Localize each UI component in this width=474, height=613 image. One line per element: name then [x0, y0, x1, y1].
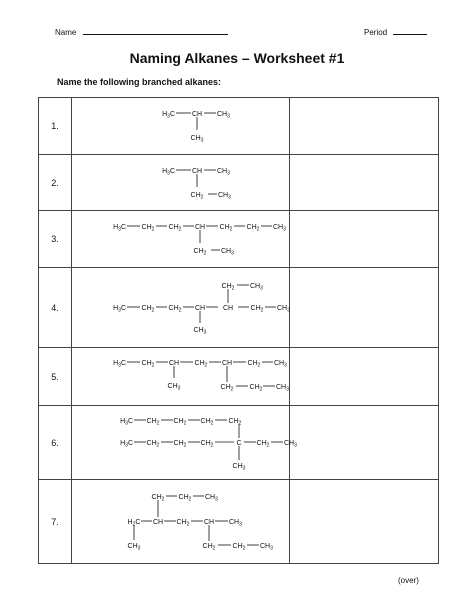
problem-number: 1.	[39, 98, 72, 155]
structure-cell	[72, 348, 290, 406]
group-label: CH	[194, 305, 206, 312]
answer-cell[interactable]	[290, 211, 439, 268]
group-label: $CH_2$	[247, 360, 261, 369]
name-label: Name	[55, 28, 77, 37]
group-label: $CH_3$	[193, 327, 207, 336]
over-note: (over)	[398, 576, 419, 585]
structure-2-diagram	[72, 155, 289, 210]
group-label: $CH_3$	[276, 384, 289, 393]
group-label: $CH_2$	[200, 418, 214, 427]
group-label: CH	[221, 360, 233, 367]
group-label: CH	[194, 224, 206, 231]
group-label: $CH_3$	[190, 135, 204, 144]
answer-cell[interactable]	[290, 268, 439, 348]
structure-5-diagram	[72, 348, 289, 405]
problem-row	[39, 98, 439, 155]
worksheet-title: Naming Alkanes – Worksheet #1	[129, 50, 345, 66]
problem-number: 3.	[39, 211, 72, 268]
period-blank[interactable]	[393, 28, 427, 35]
structure-1-diagram	[72, 98, 289, 154]
group-label: CH	[152, 519, 164, 526]
group-label: $CH_2$	[173, 440, 187, 449]
answer-cell[interactable]	[290, 98, 439, 155]
group-label: $CH_2$	[178, 494, 192, 503]
problem-number: 4.	[39, 268, 72, 348]
group-label: $CH_2$	[176, 519, 190, 528]
answer-cell[interactable]	[290, 348, 439, 406]
problem-row	[39, 480, 439, 564]
answer-cell[interactable]	[290, 155, 439, 211]
problem-row	[39, 406, 439, 480]
problem-row	[39, 155, 439, 211]
group-label: $CH_2$	[219, 224, 233, 233]
problem-number: 5.	[39, 348, 72, 406]
group-label: $H_3C$	[120, 440, 133, 449]
group-label: $CH_2$	[200, 440, 214, 449]
group-label: $CH_2$	[141, 305, 155, 314]
group-label: $H_3C$	[120, 418, 133, 427]
group-label: $CH_2$	[146, 440, 160, 449]
group-label: $CH_2$	[221, 283, 235, 292]
problems-table	[38, 97, 439, 564]
group-label: $CH_2$	[168, 224, 182, 233]
group-label: $H_3C$	[113, 360, 126, 369]
group-label: $H_3C$	[162, 111, 175, 120]
group-label: $CH_3$	[218, 192, 231, 201]
name-blank[interactable]	[83, 28, 228, 35]
structure-4-diagram	[72, 268, 289, 347]
group-label: $CH_3$	[229, 519, 242, 528]
group-label: $H_2C$	[127, 519, 141, 528]
structure-cell	[72, 155, 290, 211]
group-label: CH	[168, 360, 180, 367]
period-field[interactable]	[364, 28, 427, 37]
group-label: $CH_2$	[173, 418, 187, 427]
group-label: $CH_3$	[217, 168, 230, 177]
group-label: $CH_3$	[260, 543, 273, 552]
group-label: CH	[222, 305, 234, 312]
group-label: $CH_2$	[202, 543, 216, 552]
group-label: $CH_2$	[194, 360, 208, 369]
problem-row	[39, 268, 439, 348]
group-label: $CH_3$	[205, 494, 218, 503]
group-label: $CH_3$	[284, 440, 297, 449]
group-label: $CH_3$	[232, 463, 246, 472]
group-label: $CH_2$	[220, 384, 234, 393]
problem-row	[39, 348, 439, 406]
group-label: $CH_2$	[228, 418, 242, 427]
group-label: $H_3C$	[113, 224, 126, 233]
group-label: $CH_3$	[250, 283, 263, 292]
instructions: Name the following branched alkanes:	[57, 77, 222, 87]
problem-number: 6.	[39, 406, 72, 480]
group-label: $CH_2$	[141, 360, 155, 369]
group-label: $CH_3$	[127, 543, 141, 552]
answer-cell[interactable]	[290, 480, 439, 564]
group-label: $CH_2$	[146, 418, 160, 427]
problem-number: 7.	[39, 480, 72, 564]
answer-cell[interactable]	[290, 406, 439, 480]
structure-6-diagram	[72, 406, 297, 479]
group-label: $CH_2$	[246, 224, 260, 233]
period-label: Period	[364, 28, 388, 37]
structure-cell	[72, 268, 290, 348]
structure-3-diagram	[72, 211, 289, 267]
structure-cell	[72, 211, 290, 268]
group-label: $CH_3$	[277, 305, 290, 314]
group-label: $CH_2$	[249, 384, 263, 393]
group-label: C	[236, 440, 242, 447]
structure-cell	[72, 406, 297, 480]
group-label: $CH_2$	[190, 192, 204, 201]
group-label: $CH_2$	[151, 494, 165, 503]
group-label: $CH_3$	[273, 224, 286, 233]
group-label: $CH_3$	[167, 383, 181, 392]
group-label: $CH_3$	[217, 111, 230, 120]
group-label: CH	[203, 519, 215, 526]
group-label: $CH_2$	[141, 224, 155, 233]
structure-cell	[72, 98, 290, 155]
group-label: $CH_2$	[232, 543, 246, 552]
group-label: $CH_2$	[193, 248, 207, 257]
problem-number: 2.	[39, 155, 72, 211]
structure-cell	[72, 480, 290, 564]
group-label: $H_3C$	[113, 305, 126, 314]
group-label: $H_3C$	[162, 168, 175, 177]
group-label: CH	[191, 168, 203, 175]
group-label: $CH_3$	[221, 248, 234, 257]
group-label: $CH_2$	[256, 440, 270, 449]
group-label: $CH_3$	[274, 360, 287, 369]
name-field[interactable]	[55, 28, 228, 37]
group-label: CH	[191, 111, 203, 118]
structure-7-diagram	[72, 480, 289, 563]
group-label: $CH_2$	[250, 305, 264, 314]
group-label: $CH_2$	[168, 305, 182, 314]
problem-row	[39, 211, 439, 268]
